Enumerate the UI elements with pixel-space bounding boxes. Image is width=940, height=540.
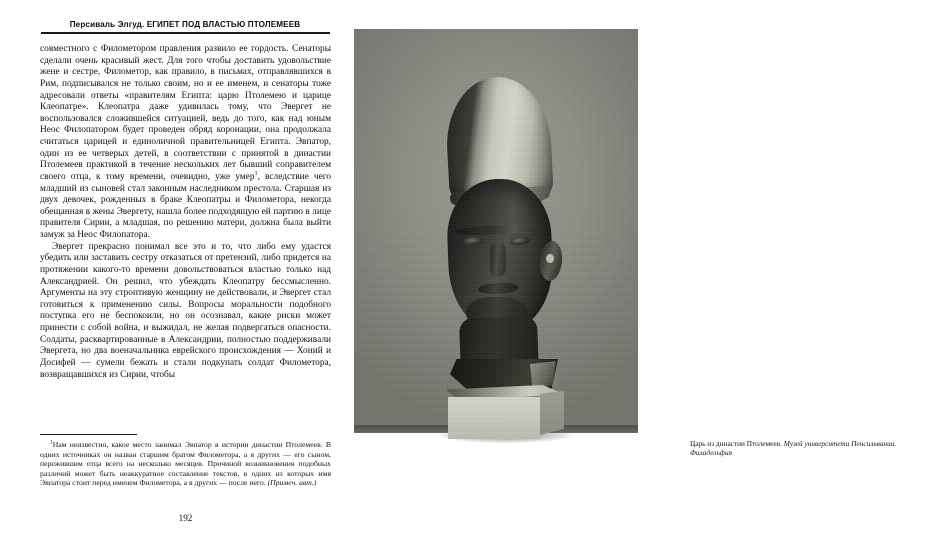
photo-grain-overlay xyxy=(354,29,638,433)
caption-main: Царь из династии Птолемеев. xyxy=(690,439,782,448)
header-rule xyxy=(41,32,330,34)
paragraph xyxy=(40,44,331,242)
caption-source-line-2: Филадельфия xyxy=(690,448,732,458)
footnote-separator-rule xyxy=(40,434,137,435)
footnote-block xyxy=(40,440,331,488)
footnote-marker: 1 xyxy=(50,439,53,446)
footnote-paragraph xyxy=(40,440,331,488)
photo-caption xyxy=(690,439,940,458)
paragraph-text: Эвергет прекрасно понимал все это и то, что либо ему удастся убедить или заставить сестру отказаться от претензий, либо придется на протяжении какого-то времени довольствоваться властью только над Александрией. Он решил, что убеждать Клеопатру бессмысленно. Аргументы на эту строптивую женщину не действовали, и Эвергет стал готовиться к применению силы. Вопросы моральности подобного поступка его не беспокоили, но он осознавал, какие риски может принести с собой война, и выжидал, не желая подвергаться опасности. Солдаты, расквартированные в Александрии, полностью поддерживали Эвергета, но два военачальника еврейского происхождения — Хоний и Досифей — сумели бежать и стали подкупать солдат Филометора, возвращавшихся из Сирии, чтобы xyxy=(40,241,331,380)
paragraph-text-before-footnote: совместного с Филометором правления развило ее гордость. Сенаторы сделали очень красивый жест. Для того чтобы доставить удовольствие жене и сестре, Филометор, как правило, в письмах, отправлявшихся в Рим, подписывался не только своим, но и ее именем, и сенаторы тоже адресовали ответы «правителям Египта: царю Птолемею и царице Клеопатре». Клеопатра даже удивилась тому, что Эвергет не воспользовался сложившейся ситуацией, ведь до того, как над юным Неос Филопатором будет проведен обряд коронации, она продолжала считаться царицей и единоличной правительницей Египта. Эвпатор, один из ее четверых детей, в соответствии с принятой в династии Птолемеев практикой в течение нескольких лет бывший соправителем своего отца, к тому времени, очевидно, уже умер xyxy=(40,44,331,182)
running-head: Персиваль Элгуд. ЕГИПЕТ ПОД ВЛАСТЬЮ ПТОЛЕМЕЕВ xyxy=(69,20,301,29)
paragraph-text-after-footnote: , вследствие чего младший из сыновей стал законным наследником престола. Старшая из двух девочек, рожденных в браке Клеопатры и Филометора, некогда обещанная в жены Эвергету, нашла более подходящую ей партию в лице правителя Сирии, а младшая, по решению матери, должна была выйти замуж за Неос Филопатора. xyxy=(40,171,331,240)
body-text-column xyxy=(40,44,331,381)
right-page xyxy=(334,0,897,540)
footnote-text: Нам неизвестно, какое место занимал Эвпатор в истории династии Птолемеев. В одних источниках он назван старшим братом Филометора, а в других — его сыном, пережившим отца всего на несколько месяцев. Причиной возникновения подобных различий может быть неаккуратное составление текстов, в одних из которых имя Эвпатора стоит перед именем Филометора, а в других — после него. xyxy=(40,440,331,487)
footnote-attribution: (Примеч. авт.) xyxy=(267,478,317,487)
page-number: 192 xyxy=(178,513,193,523)
photograph xyxy=(354,29,638,433)
caption-source-line-1: Музей университета Пенсильвании. xyxy=(783,439,897,448)
footnote-reference-marker[interactable]: 1 xyxy=(254,169,258,177)
paragraph xyxy=(40,242,331,382)
left-page xyxy=(0,0,334,540)
